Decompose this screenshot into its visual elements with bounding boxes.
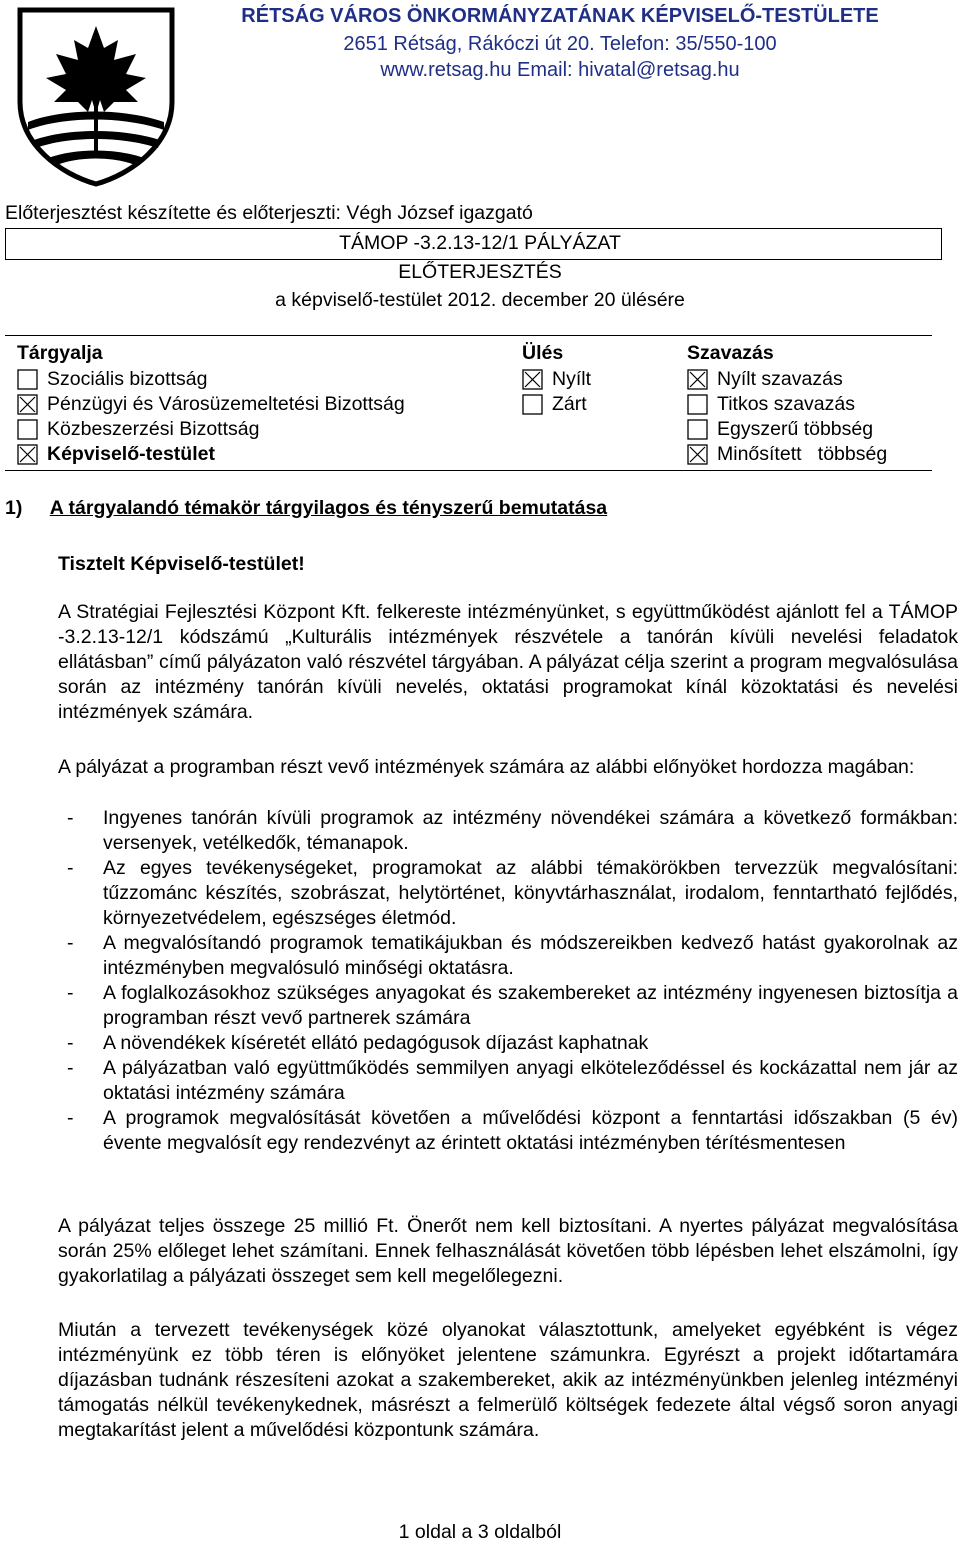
paragraph-1: A Stratégiai Fejlesztési Központ Kft. felkereste intézményünket, s együttműködést ajánlott fel a TÁMOP -3.2.13-12/1 kódszámú „Kulturális intézmények részvétele a tanórán kívüli nevelési feladatok ellátásban” című pályázaton való részvétel tárgyában. A pályázat célja szerint a program megvalósulása során az intézmény tanórán kívüli nevelés, oktatási programokat kínál közoktatási és nevelési intézmények számára. (58, 601, 958, 723)
list-item (58, 1031, 958, 1056)
paragraph-4: Miután a tervezett tevékenységek közé olyanokat választottunk, amelyeket egyébként is végez intézményünk ez több téren is előnyöket jelentene számunkra. Egyrészt a projekt időtartamára díjazásban tudnánk részesíteni azokat a szakembereket, akik az intézményünkben jelenleg intézményi támogatás nélkül tevékenykednek, másrészt a felmerülő költségek fedezete által végső soron anyagi megtakarítást jelent a művelődési központunk számára. (58, 1319, 958, 1441)
empty-checkbox-icon[interactable] (687, 394, 708, 415)
empty-checkbox-icon[interactable] (687, 419, 708, 440)
list-item-text: A pályázatban való együttműködés semmilyen anyagi elköteleződéssel és kockázattal nem jár az oktatási intézmény számára (103, 1057, 958, 1104)
col-header-targyalja: Tárgyalja (17, 342, 103, 364)
title-line-1: TÁMOP -3.2.13-12/1 PÁLYÁZAT (339, 232, 621, 254)
empty-checkbox-icon[interactable] (17, 419, 38, 440)
crossed-checkbox-icon[interactable] (687, 444, 708, 465)
crossed-checkbox-icon[interactable] (687, 369, 708, 390)
section-1-heading (5, 497, 607, 520)
crossed-checkbox-icon[interactable] (17, 394, 38, 415)
agenda-ules-label: Zárt (552, 393, 587, 415)
list-dash: - (67, 807, 74, 829)
agenda-szavazas-label: Egyszerű többség (717, 418, 874, 440)
list-dash: - (67, 1107, 74, 1129)
list-item-text: A növendékek kíséretét ellátó pedagógusok díjazást kaphatnak (103, 1032, 649, 1054)
town-crest-icon (14, 4, 178, 188)
agenda-szavazas-label: Titkos szavazás (717, 393, 855, 415)
list-item (58, 931, 958, 981)
agenda-szavazas-label: Minősített többség (717, 443, 888, 465)
list-dash: - (67, 932, 74, 954)
list-item (58, 1106, 958, 1156)
agenda-targyalja-label: Képviselő-testület (47, 443, 215, 465)
org-name: RÉTSÁG VÁROS ÖNKORMÁNYZATÁNAK KÉPVISELŐ-TESTÜLETE (241, 5, 879, 27)
list-item-text: A foglalkozásokhoz szükséges anyagokat és szakembereket az intézmény ingyenesen biztosítja a programban részt vevő partnerek számára (103, 982, 958, 1029)
list-item-text: A programok megvalósítását követően a művelődési központ a fenntartási időszakban (5 év) évente megvalósít egy rendezvényt az érintett oktatási intézményben térítésmentesen (103, 1107, 958, 1154)
list-dash: - (67, 857, 74, 879)
crossed-checkbox-icon[interactable] (17, 444, 38, 465)
org-contact: www.retsag.hu Email: hivatal@retsag.hu (380, 59, 740, 81)
empty-checkbox-icon[interactable] (522, 394, 543, 415)
agenda-szavazas-label: Nyílt szavazás (717, 368, 843, 390)
agenda-top-rule (5, 335, 932, 336)
title-line-3: a képviselő-testület 2012. december 20 ülésére (275, 289, 685, 311)
agenda-targyalja-label: Szociális bizottság (47, 368, 208, 390)
col-header-szavazas: Szavazás (687, 342, 774, 364)
list-item (58, 856, 958, 931)
org-address: 2651 Rétság, Rákóczi út 20. Telefon: 35/550-100 (343, 33, 777, 55)
section-number: 1) (5, 497, 23, 519)
title-line-2: ELŐTERJESZTÉS (398, 261, 562, 283)
paragraph-3: A pályázat teljes összege 25 millió Ft. Önerőt nem kell biztosítani. A nyertes pályázat megvalósítása során 25% előleget lehet számítani. Ennek felhasználását követően több lépésben lehet elszámolni, így gyakorlatilag a pályázati összeget sem kell megelőlegezni. (58, 1215, 958, 1287)
list-item-text: A megvalósítandó programok tematikájukban és módszereikben kedvező hatást gyakorolnak az intézményben megvalósuló minőségi oktatásra. (103, 932, 958, 979)
agenda-targyalja-label: Pénzügyi és Városüzemeltetési Bizottság (47, 393, 405, 415)
preparer-line: Előterjesztést készítette és előterjeszti: Végh József igazgató (5, 202, 533, 224)
list-item (58, 1056, 958, 1106)
col-header-ules: Ülés (522, 342, 564, 364)
list-dash: - (67, 1057, 74, 1079)
greeting: Tisztelt Képviselő-testület! (58, 553, 305, 575)
empty-checkbox-icon[interactable] (17, 369, 38, 390)
list-item-text: Ingyenes tanórán kívüli programok az intézmény növendékei számára a következő formákban: versenyek, vetélkedők, témanapok. (103, 807, 958, 854)
section-title: A tárgyalandó témakör tárgyilagos és tényszerű bemutatása (49, 497, 608, 519)
agenda-bottom-rule (5, 470, 932, 471)
paragraph-2: A pályázat a programban részt vevő intézmények számára az alábbi előnyöket hordozza magában: (58, 756, 915, 778)
agenda-ules-label: Nyílt (552, 368, 591, 390)
list-item (58, 806, 958, 856)
list-dash: - (67, 1032, 74, 1054)
agenda-targyalja-label: Közbeszerzési Bizottság (47, 418, 260, 440)
benefit-list (58, 806, 958, 1156)
list-item (58, 981, 958, 1031)
crossed-checkbox-icon[interactable] (522, 369, 543, 390)
page-footer: 1 oldal a 3 oldalból (398, 1521, 562, 1543)
list-item-text: Az egyes tevékenységeket, programokat az alábbi témakörökben tervezzük megvalósítani: tűzzománc készítés, szobrászat, helytörténet, könyvtárhasználat, irodalom, fenntartható fejlődés, környezetvédelem, egészséges életmód. (103, 857, 958, 929)
list-dash: - (67, 982, 74, 1004)
